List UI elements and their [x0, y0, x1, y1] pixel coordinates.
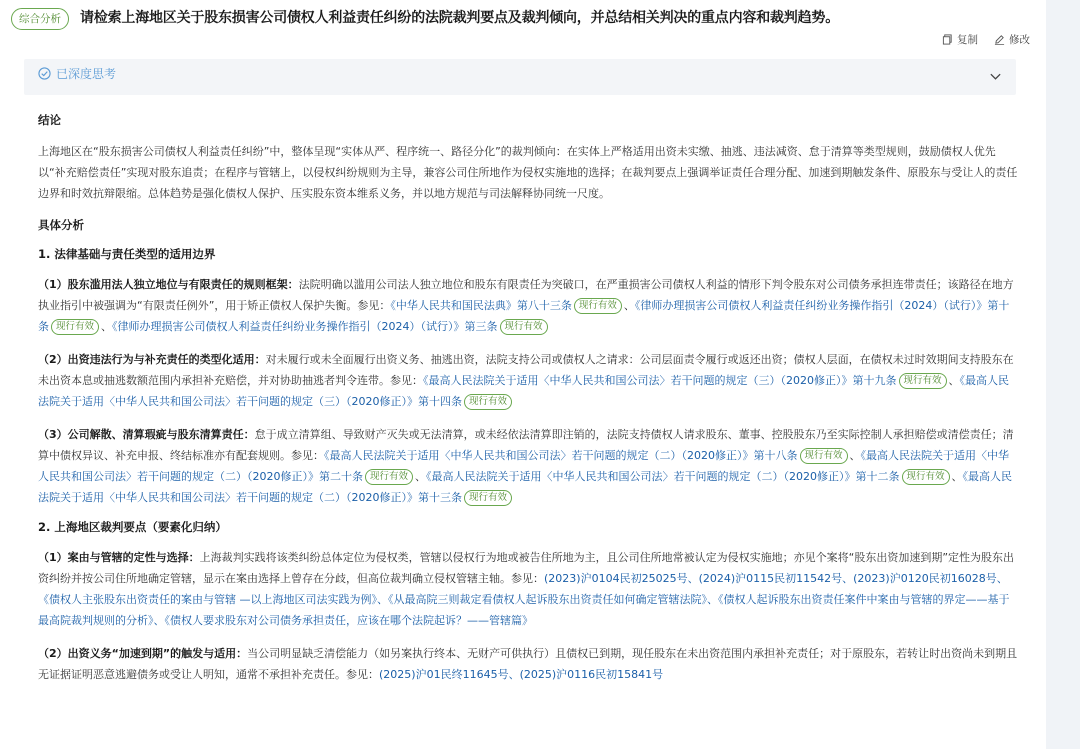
section-1-title: 1. 法律基础与责任类型的适用边界	[38, 247, 216, 261]
paragraph-lead: （1）股东滥用法人独立地位与有限责任的规则框架：	[38, 278, 299, 291]
deep-think-header	[38, 65, 116, 82]
section-1-paragraph-2: （2）出资违法行为与补充责任的类型化适用：对未履行或未全面履行出资义务、抽逃出资，法院支持公司或债权人之请求：公司层面责令履行或返还出资；债权人层面，在债权未过时效期间支持股东在未出资本息或抽逃数额范围内承担补充赔偿，并对协助抽逃者判令连带。参见：《最高人民法院关于适用〈中华人民共和国公司法〉若干问题的规定（三）（2020修正）》第十九条 现行有效 、《最高人民法院关于适用〈中华人民共和国公司法〉若干问题的规定（三）（2020修正）》第十四条 现行有效	[38, 353, 1014, 408]
status-badge: 现行有效	[464, 490, 512, 506]
law-reference-link[interactable]: 《最高人民法院关于适用〈中华人民共和国公司法〉若干问题的规定（二）（2020修正）》第二十条	[38, 449, 1010, 483]
law-reference-link[interactable]: 《律师办理损害公司债权人利益责任纠纷业务操作指引（2024）（试行）》第三条	[112, 320, 498, 333]
paragraph-text: 上海裁判实践将该类纠纷总体定位为侵权类，管辖以侵权行为地或被告住所地为主，且公司住所地常被认定为侵权实施地；亦见个案将“股东出资加速到期”定性为股东出资纠纷并按公司住所地确定管辖，显示在案由选择上曾存在分歧，但高位裁判确立侵权管辖主轴。参见：	[38, 551, 1015, 585]
section-2-paragraph-2	[38, 643, 1018, 685]
status-badge: 现行有效	[902, 469, 950, 485]
section-1-paragraph-1: （1）股东滥用法人独立地位与有限责任的规则框架：法院明确以滥用公司法人独立地位和股东有限责任为突破口，在严重损害公司债权人利益的情形下判令股东对公司债务承担连带责任；该路径在地方执业指引中被强调为“有限责任例外”，用于矫正债权人保护失衡。参见：《中华人民共和国民法典》第八十三条 现行有效 、《律师办理损害公司债权人利益责任纠纷业务操作指引（2024）（试行）》第十条 现行有效 、《律师办理损害公司债权人利益责任纠纷业务操作指引（2024）（试行）》第三条 现行有效	[38, 278, 1014, 333]
right-scroll-strip	[1046, 0, 1080, 749]
question-header	[0, 0, 1046, 58]
section-2-paragraph-1	[38, 547, 1018, 631]
copy-label: 复制	[957, 34, 978, 46]
status-badge: 现行有效	[500, 319, 548, 335]
conclusion-body: 上海地区在“股东损害公司债权人利益责任纠纷”中，整体呈现“实体从严、程序统一、路径分化”的裁判倾向：在实体上严格适用出资未实缴、抽逃、违法减资、怠于清算等类型规则，鼓励债权人优先以“补充赔偿责任”实现对股东追责；在程序与管辖上，以侵权纠纷规则为主导，兼容公司住所地作为侵权实施地的选择；在裁判要点上强调举证责任合理分配、加速到期触发条件、原股东与受让人的责任边界和时效抗辩限缩。总体趋势是强化债权人保护、压实股东资本维系义务，并以地方规范与司法解释协同统一尺度。	[38, 145, 1018, 200]
category-badge: 综合分析	[11, 8, 69, 30]
paragraph-text: 对未履行或未全面履行出资义务、抽逃出资，法院支持公司或债权人之请求：公司层面责令履行或返还出资；债权人层面，在债权未过时效期间支持股东在未出资本息或抽逃数额范围内承担补充赔偿，并对协助抽逃者判令连带。参见：	[38, 353, 1014, 387]
paragraph-lead: （2）出资违法行为与补充责任的类型化适用：	[38, 353, 266, 366]
status-badge: 现行有效	[899, 373, 947, 389]
check-circle-icon	[38, 67, 51, 80]
law-reference-link[interactable]: 《律师办理损害公司债权人利益责任纠纷业务操作指引（2024）（试行）》第十条	[38, 299, 1010, 333]
law-reference-link[interactable]: 《最高人民法院关于适用〈中华人民共和国公司法〉若干问题的规定（三）（2020修正）》第十四条	[38, 374, 1010, 408]
section-2-title: 2. 上海地区裁判要点（要素化归纳）	[38, 520, 227, 534]
question-text: 请检索上海地区关于股东损害公司债权人利益责任纠纷的法院裁判要点及裁判倾向，并总结相关判决的重点内容和裁判趋势。	[80, 10, 839, 26]
case-reference-links[interactable]: (2025)沪01民终11645号、(2025)沪0116民初15841号	[379, 668, 664, 681]
paragraph-text: 当公司明显缺乏清偿能力（如另案执行终本、无财产可供执行）且债权已到期，现任股东在未出资范围内承担补充责任；对于原股东，若转让时出资尚未到期且无证据证明恶意逃避债务或受让人明知，通常不承担补充责任。参见：	[38, 647, 1018, 681]
law-reference-link[interactable]: 《最高人民法院关于适用〈中华人民共和国公司法〉若干问题的规定（二）（2020修正）》第十八条	[324, 449, 798, 462]
answer-content	[38, 110, 1018, 685]
status-badge: 现行有效	[51, 319, 99, 335]
status-badge: 现行有效	[574, 298, 622, 314]
copy-icon	[942, 34, 953, 45]
section-1-paragraph-3: （3）公司解散、清算瑕疵与股东清算责任：怠于成立清算组、导致财产灭失或无法清算，或未经依法清算即注销的，法院支持债权人请求股东、董事、控股股东乃至实际控制人承担赔偿或清偿责任；清算中债权异议、补充申报、终结标准亦有配套规则。参见：《最高人民法院关于适用〈中华人民共和国公司法〉若干问题的规定（二）（2020修正）》第十八条 现行有效 、《最高人民法院关于适用〈中华人民共和国公司法〉若干问题的规定（二）（2020修正）》第二十条 现行有效 、《最高人民法院关于适用〈中华人民共和国公司法〉若干问题的规定（二）（2020修正）》第十二条 现行有效 、《最高人民法院关于适用〈中华人民共和国公司法〉若干问题的规定（二）（2020修正）》第十三条 现行有效	[38, 428, 1014, 504]
paragraph-lead: （3）公司解散、清算瑕疵与股东清算责任：	[38, 428, 255, 441]
case-reference-links[interactable]: (2023)沪0104民初25025号、(2024)沪0115民初11542号、(2023)沪0120民初16028号、《债权人主张股东出资责任的案由与管辖 —以上海地区司法实践为例》、《从最高院三则裁定看债权人起诉股东出资责任如何确定管辖法院》、《债权人起诉股东出资责任案件中案由与管辖的界定——基于最高院裁判规则的分析》、《债权人要求股东对公司债务承担责任，应该在哪个法院起诉？——管辖篇》	[38, 572, 1010, 627]
paragraph-lead: （1）案由与管辖的定性与选择：	[38, 551, 200, 564]
law-reference-link[interactable]: 《中华人民共和国民法典》第八十三条	[390, 299, 572, 312]
deep-think-label: 已深度思考	[56, 67, 117, 81]
copy-button[interactable]	[942, 32, 978, 47]
pencil-icon	[994, 34, 1005, 45]
chevron-down-icon[interactable]	[989, 70, 1002, 83]
edit-button[interactable]	[994, 32, 1030, 47]
conclusion-title: 结论	[38, 113, 61, 127]
paragraph-text: 怠于成立清算组、导致财产灭失或无法清算，或未经依法清算即注销的，法院支持债权人请求股东、董事、控股股东乃至实际控制人承担赔偿或清偿责任；清算中债权异议、补充申报、终结标准亦有配套规则。参见：	[38, 428, 1014, 462]
law-reference-link[interactable]: 《最高人民法院关于适用〈中华人民共和国公司法〉若干问题的规定（三）（2020修正）》第十九条	[423, 374, 897, 387]
law-reference-link[interactable]: 《最高人民法院关于适用〈中华人民共和国公司法〉若干问题的规定（二）（2020修正）》第十二条	[426, 470, 900, 483]
status-badge: 现行有效	[365, 469, 413, 485]
paragraph-text: 法院明确以滥用公司法人独立地位和股东有限责任为突破口，在严重损害公司债权人利益的情形下判令股东对公司债务承担连带责任；该路径在地方执业指引中被强调为“有限责任例外”，用于矫正债权人保护失衡。参见：	[38, 278, 1014, 312]
status-badge: 现行有效	[464, 394, 512, 410]
analysis-title: 具体分析	[38, 218, 84, 232]
deep-think-toggle[interactable]	[24, 59, 1016, 95]
paragraph-lead: （2）出资义务“加速到期”的触发与适用：	[38, 647, 248, 660]
status-badge: 现行有效	[800, 448, 848, 464]
edit-label: 修改	[1009, 34, 1030, 46]
question-actions	[942, 32, 1030, 47]
law-reference-link[interactable]: 《最高人民法院关于适用〈中华人民共和国公司法〉若干问题的规定（二）（2020修正）》第十三条	[38, 470, 1013, 504]
